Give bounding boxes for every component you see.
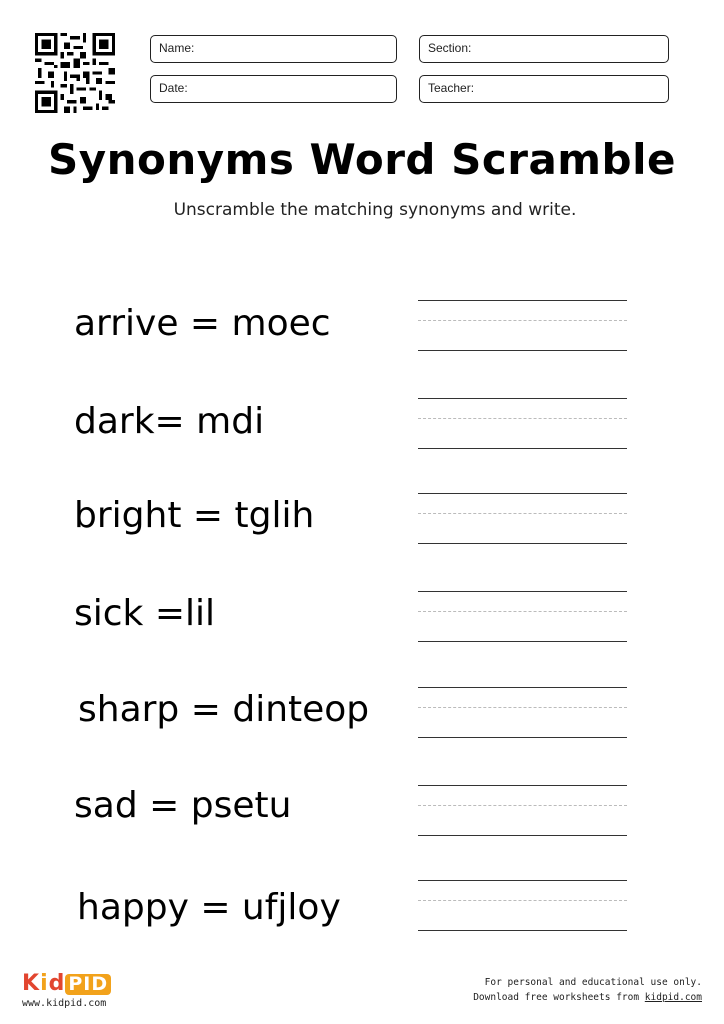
kidpid-logo[interactable] — [22, 972, 122, 1009]
footer-line-1: For personal and educational use only. — [484, 977, 702, 988]
logo-letter: K — [22, 971, 41, 996]
question-text: sharp = dinteop — [78, 689, 370, 730]
date-field[interactable]: Date: — [150, 75, 397, 103]
answer-line[interactable] — [418, 591, 627, 643]
answer-line[interactable] — [418, 785, 627, 837]
logo-letter: d — [48, 971, 66, 996]
question-text: sad = psetu — [74, 785, 292, 826]
instructions: Unscramble the matching synonyms and write. — [173, 200, 577, 220]
answer-line[interactable] — [418, 398, 627, 450]
answer-line[interactable] — [418, 880, 627, 932]
answer-line[interactable] — [418, 687, 627, 739]
footer-link[interactable]: kidpid.com — [644, 992, 702, 1003]
teacher-field[interactable]: Teacher: — [419, 75, 669, 103]
question-text: dark= mdi — [74, 401, 265, 442]
logo-url: www.kidpid.com — [22, 998, 107, 1009]
question-text: bright = tglih — [74, 495, 315, 536]
answer-line[interactable] — [418, 493, 627, 545]
question-text: happy = ufjloy — [77, 887, 341, 928]
footer-prefix: Download free worksheets from — [473, 992, 645, 1003]
question-text: arrive = moec — [74, 303, 331, 344]
page-title: Synonyms Word Scramble — [47, 135, 677, 184]
logo-badge: PID — [65, 974, 111, 995]
answer-line[interactable] — [418, 300, 627, 352]
question-text: sick =lil — [74, 593, 216, 634]
footer-note — [473, 975, 702, 1005]
section-field[interactable]: Section: — [419, 35, 669, 63]
footer-line-2 — [473, 990, 702, 1005]
name-field[interactable]: Name: — [150, 35, 397, 63]
qr-code-icon — [35, 33, 115, 113]
logo-letter: i — [40, 971, 49, 996]
